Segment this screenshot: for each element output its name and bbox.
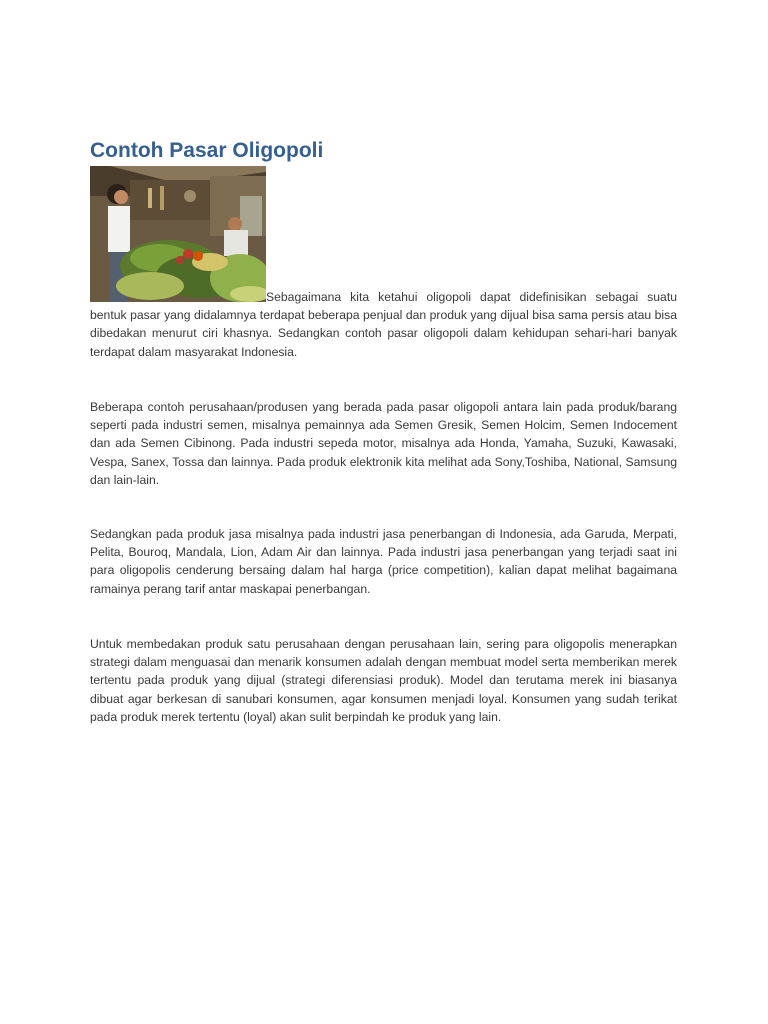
page-title: Contoh Pasar Oligopoli	[90, 139, 324, 162]
market-photo	[90, 166, 266, 302]
paragraph-1: Sebagaimana kita ketahui oligopoli dapat didefinisikan sebagai suatu bentuk pasar yang didalamnya terdapat beberapa penjual dan produk yang dijual bisa sama persis atau bisa dibedakan menurut ciri khasnya. Sedangkan contoh pasar oligopoli dalam kehidupan sehari-hari banyak terdapat dalam masyarakat Indonesia.	[90, 290, 677, 359]
paragraph-2: Beberapa contoh perusahaan/produsen yang berada pada pasar oligopoli antara lain pada produk/barang seperti pada industri semen, misalnya pemainnya ada Semen Gresik, Semen Holcim, Semen Indocement dan ada Semen Cibinong. Pada industri sepeda motor, misalnya ada Honda, Yamaha, Suzuki, Kawasaki, Vespa, Sanex, Tossa dan lainnya. Pada produk elektronik kita melihat ada Sony,Toshiba, National, Samsung dan lain-lain.	[90, 400, 677, 487]
paragraph-3: Sedangkan pada produk jasa misalnya pada industri jasa penerbangan di Indonesia, ada Garuda, Merpati, Pelita, Bouroq, Mandala, Lion, Adam Air dan lainnya. Pada industri jasa penerbangan yang terjadi saat ini para oligopolis cenderung bersaing dalam hal harga (price competition), kalian dapat melihat bagaimana ramainya perang tarif antar maskapai penerbangan.	[90, 527, 677, 596]
paragraph-4: Untuk membedakan produk satu perusahaan dengan perusahaan lain, sering para oligopolis menerapkan strategi dalam menguasai dan menarik konsumen adalah dengan membuat model serta memberikan merek tertentu pada produk yang dijual (strategi diferensiasi produk). Model dan terutama merek ini biasanya dibuat agar berkesan di sanubari konsumen, agar konsumen menjadi loyal. Konsumen yang sudah terikat pada produk merek tertentu (loyal) akan sulit berpindah ke produk yang lain.	[90, 637, 677, 724]
